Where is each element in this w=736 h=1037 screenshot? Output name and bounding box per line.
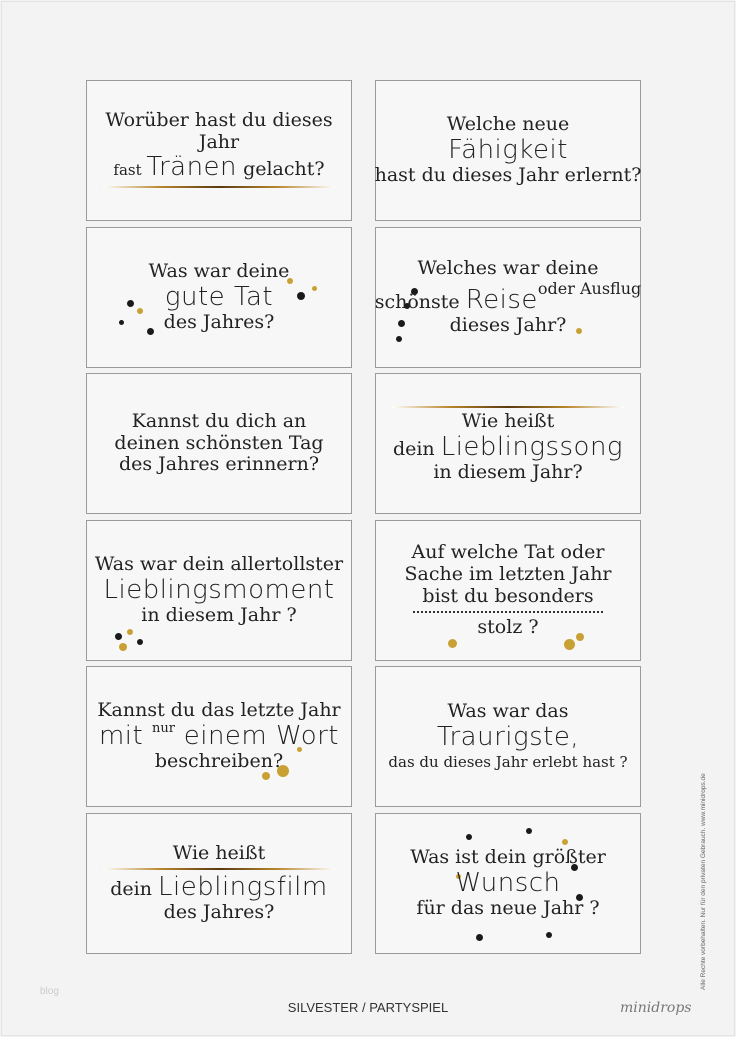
dotted-divider [413,611,603,613]
confetti-dot [526,828,532,834]
card-line [437,723,579,753]
confetti-dot [137,308,143,314]
card-text: schönste [374,290,466,313]
confetti-dot [297,292,305,300]
confetti-dot [476,934,483,941]
confetti-dot [398,320,405,327]
card-text: Was war das [447,700,569,723]
confetti-dot [147,328,154,335]
card-line [422,586,593,608]
card-line [375,280,642,316]
confetti-dot [127,300,134,307]
question-card [375,520,641,661]
card-text: für das neue Jahr ? [416,897,600,920]
card-text: nur [152,720,175,736]
card-line [416,898,599,920]
card-line [375,165,642,187]
card-line [119,454,319,476]
card-text: Fähigkeit [448,134,568,165]
question-card [86,666,352,807]
card-line [113,153,324,183]
confetti-dot [119,643,127,651]
card-line [165,283,273,313]
confetti-dot [564,639,575,650]
question-card [375,813,641,954]
card-text: Kannst du dich an [131,409,307,432]
confetti-dot [448,639,457,648]
footer-title: SILVESTER / PARTYSPIEL [287,1000,449,1015]
card-text: bist du besonders [422,584,594,607]
question-card [375,373,641,514]
confetti-dot [137,639,143,645]
card-line [164,312,275,334]
card-line [448,136,568,166]
card-text: gute Tat [164,281,274,312]
gold-divider [103,186,335,188]
card-text: Sache im letzten Jahr [404,562,612,585]
card-line [448,701,569,723]
card-line [99,722,339,752]
question-card [86,373,352,514]
card-text: Wie heißt [461,409,555,432]
card-line [410,847,606,869]
card-line [433,462,582,484]
card-text: hast du dieses Jahr erlernt? [374,164,642,187]
copyright-note: Alle Rechte vorbehalten. Nur für den privaten Gebrauch. www.minidrops.de [700,773,707,990]
card-line [199,132,239,154]
gold-divider [103,868,335,870]
card-line [455,869,560,899]
card-text: Auf welche Tat oder [411,540,605,563]
card-line [149,261,290,283]
gold-divider [392,406,624,408]
card-text: dieses Jahr? [449,314,567,337]
card-text: in diesem Jahr ? [141,604,297,627]
card-text: gelacht? [237,158,325,181]
confetti-dot [562,839,568,845]
confetti-dot [576,633,584,641]
card-text: Was war dein allertollster [94,552,344,575]
confetti-dot [546,932,552,938]
card-line [412,542,605,564]
card-line [404,564,611,586]
card-line [447,114,569,136]
card-line [103,576,334,606]
card-line [164,902,275,924]
watermark: blog [40,986,59,997]
card-text: dein [392,437,441,460]
card-line [105,110,332,132]
card-line [462,411,554,433]
card-text: schönsten Tag [185,431,324,454]
card-text: oder Ausflug [537,278,642,298]
card-line [450,315,567,337]
card-line [95,554,343,576]
card-text: deinen [114,431,186,454]
card-text: in diesem Jahr? [433,461,583,484]
card-text: mit [98,720,152,751]
card-text: Jahr [198,130,240,153]
card-line [114,433,323,455]
card-line [132,411,307,433]
card-text: Reise [465,284,538,315]
confetti-dot [576,328,582,334]
card-line [388,753,627,771]
card-text: stolz ? [477,616,539,639]
card-text: Traurigste, [436,722,580,753]
confetti-dot [127,629,133,635]
confetti-dot [115,633,122,640]
card-text: des Jahres erinnern? [118,453,320,476]
card-text: Was ist dein größter [410,845,606,868]
card-line [155,751,283,773]
card-text: das du dieses Jahr erlebt hast ? [388,753,628,772]
question-card [86,813,352,954]
card-line [141,605,296,627]
confetti-dot [396,336,402,342]
confetti-dot [466,834,472,840]
card-line [477,617,538,639]
brand-logo: minidrops [620,1000,692,1016]
card-text: Welches war deine [417,256,599,279]
card-text: Welche neue [446,112,570,135]
question-card [86,80,352,221]
card-text: Wunsch [455,867,561,898]
card-text: Kannst du das letzte Jahr [97,698,341,721]
card-line [97,700,340,722]
card-text: des Jahres? [163,901,275,924]
card-text: Tränen [146,152,238,183]
card-text: Was war deine [148,259,290,282]
question-card [375,666,641,807]
confetti-dot [119,320,124,325]
card-line [110,873,327,903]
card-line [418,258,599,280]
card-text: einem Wort [174,720,339,751]
card-line [393,433,623,463]
card-text: Worüber hast du dieses [105,108,333,131]
card-text: Lieblingssong [440,431,624,462]
card-text: des Jahres? [163,311,275,334]
card-text: fast [113,161,147,180]
question-card [86,227,352,368]
card-text: dein [110,877,159,900]
card-text: beschreiben? [154,750,284,773]
confetti-dot [312,286,317,291]
card-text: Wie heißt [172,841,266,864]
card-text: Lieblingsfilm [158,871,328,902]
question-card [375,227,641,368]
question-card [375,80,641,221]
card-line [173,843,265,865]
card-text: Lieblingsmoment [103,574,335,605]
question-card [86,520,352,661]
